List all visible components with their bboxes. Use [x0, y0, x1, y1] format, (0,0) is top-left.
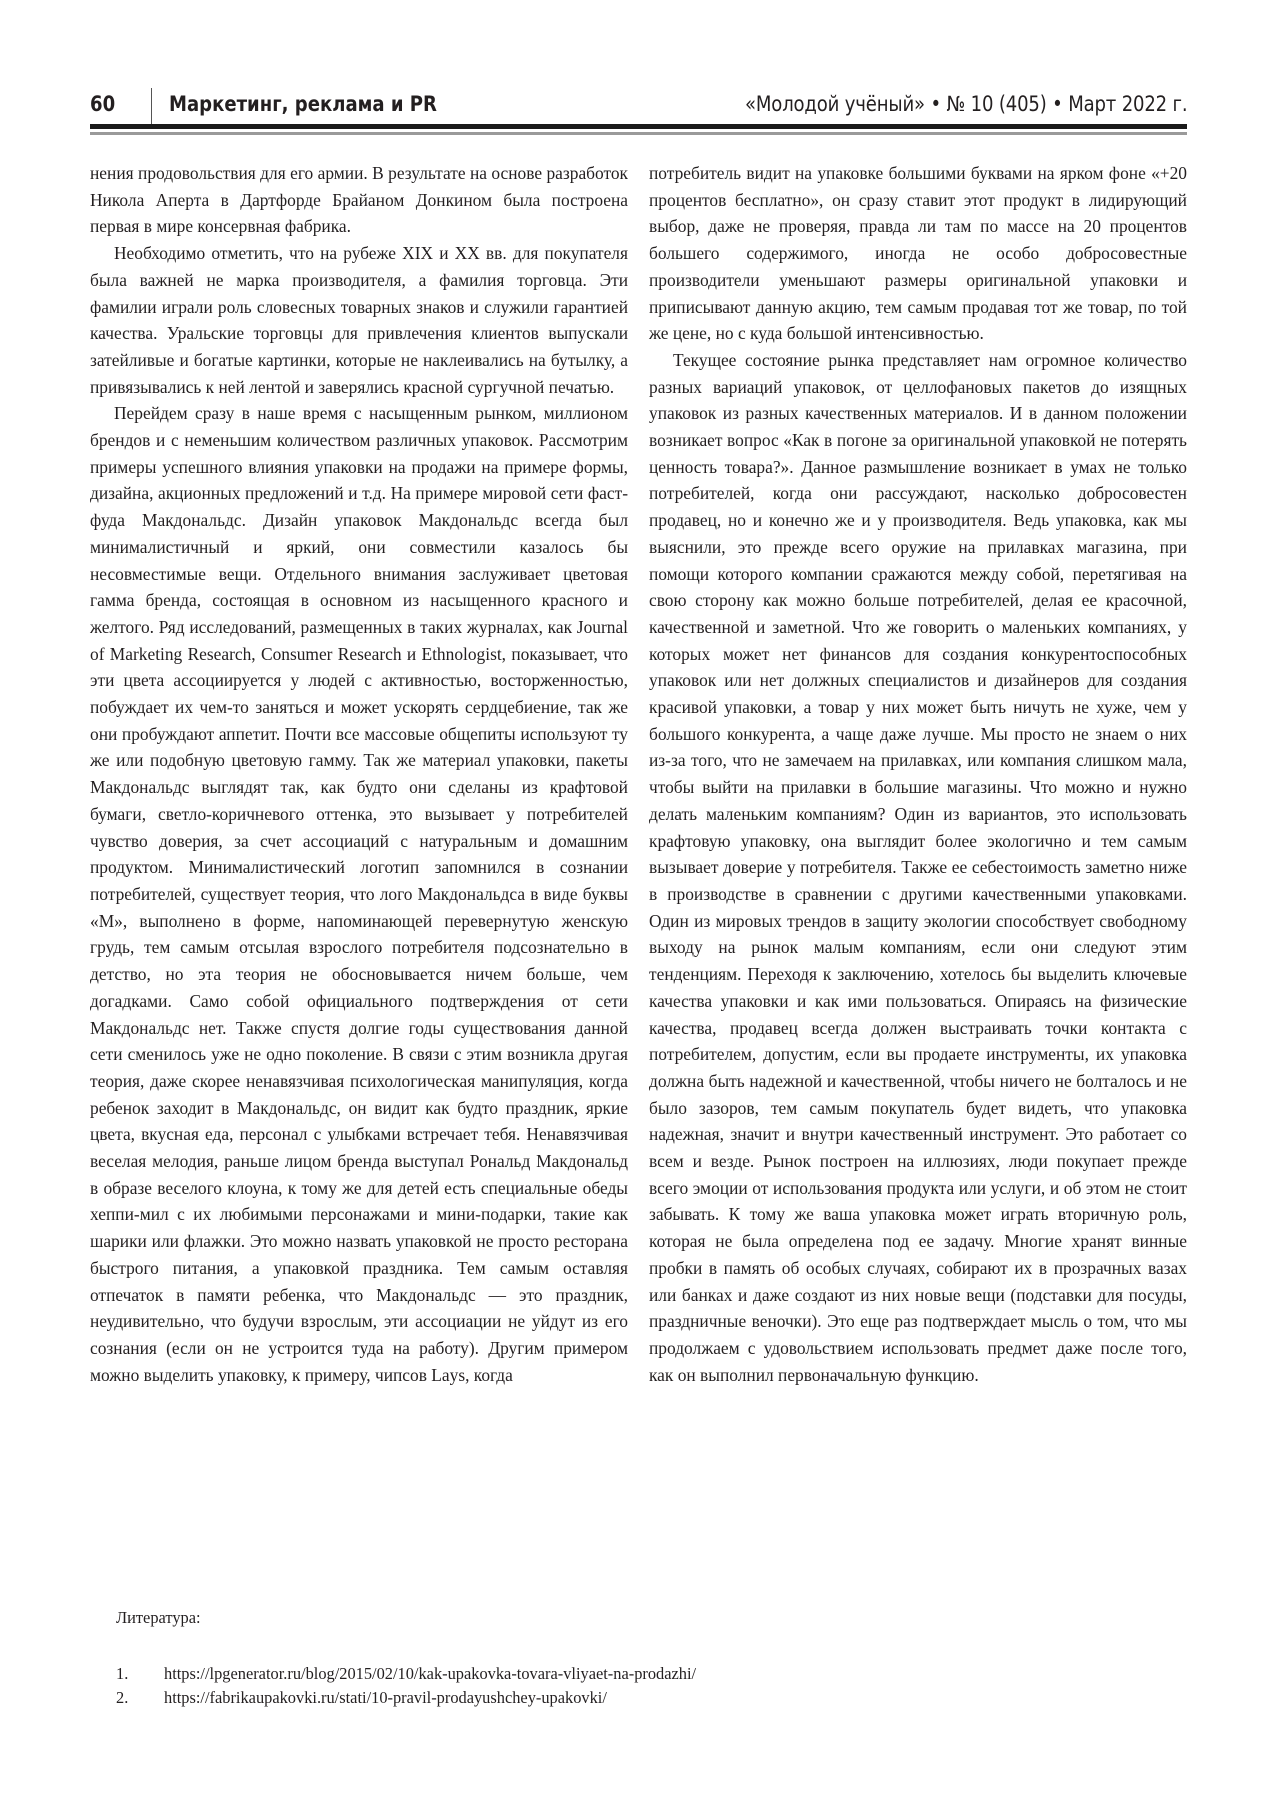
- reference-item: [116, 1662, 696, 1686]
- section-title: Маркетинг, реклама и PR: [169, 92, 437, 116]
- reference-link[interactable]: https://fabrikaupakovki.ru/stati/10-pravil-prodayushchey-upakovki/: [164, 1688, 607, 1707]
- header-separator: [151, 88, 152, 124]
- right-column: [649, 160, 1187, 1388]
- paragraph: Необходимо отметить, что на рубеже XIX и XX вв. для покупателя была важней не марка производителя, а фамилия торговца. Эти фамилии играли роль словесных товарных знаков и служили гарантией качества. Уральские торговцы для привлечения клиентов выпускали затейливые и богатые картинки, которые не наклеивались на бутылку, а привязывались к ней лентой и заверялись красной сургучной печатью.: [90, 243, 628, 397]
- running-header: [90, 84, 1187, 124]
- references: [116, 1606, 696, 1710]
- paragraph: потребитель видит на упаковке большими буквами на ярком фоне «+20 процентов бесплатно», он сразу ставит этот продукт в лидирующий выбор, даже не проверяя, правда ли там по массе на 20 процентов большего содержимого, иногда не особо добросовестные производители уменьшают размеры оригинальной упаковки и приписывают данную акцию, тем самым продавая тот же товар, по той же цене, но с куда большой интенсивностью.: [649, 163, 1187, 344]
- left-column: [90, 160, 628, 1388]
- paragraph: нения продовольствия для его армии. В результате на основе разработок Никола Аперта в Дартфорде Брайаном Донкином была построена первая в мире консервная фабрика.: [90, 163, 628, 237]
- journal-issue: «Молодой учёный» • № 10 (405) • Март 2022 г.: [744, 92, 1187, 116]
- paragraph: Перейдем сразу в наше время с насыщенным рынком, миллионом брендов и с неменьшим количеством различных упаковок. Рассмотрим примеры успешного влияния упаковки на продажи на примере формы, дизайна, акционных предложений и т.д. На примере мировой сети фаст-фуда Макдональдс. Дизайн упаковок Макдональдс всегда был минималистичный и яркий, они совместили казалось бы несовместимые вещи. Отдельного внимания заслуживает цветовая гамма бренда, состоящая в основном из насыщенного красного и желтого. Ряд исследований, размещенных в таких журналах, как Journal of Marketing Research, Consumer Research и Ethnologist, показывает, что эти цвета ассоциируется у людей с активностью, восторженностью, побуждает их чем-то заняться и может ускорять сердцебиение, так же они пробуждают аппетит. Почти все массовые общепиты используют ту же или подобную цветовую гамму. Так же материал упаковки, пакеты Макдональдс выглядят так, как будто они сделаны из крафтовой бумаги, светло-коричневого оттенка, это вызывает у потребителей чувство доверия, за счет ассоциаций с натуральным и домашним продуктом. Минималистический логотип запомнился в сознании потребителей, существует теория, что лого Макдональдса в виде буквы «М», выполнено в форме, напоминающей перевернутую женскую грудь, тем самым отсылая взрослого потребителя подсознательно в детство, но эта теория не обосновывается ничем больше, чем догадками. Само собой официального подтверждения от сети Макдональдс нет. Также спустя долгие годы существования данной сети сменилось уже не одно поколение. В связи с этим возникла другая теория, даже скорее ненавязчивая психологическая манипуляция, когда ребенок заходит в Макдональдс, он видит как будто праздник, яркие цвета, вкусная еда, персонал с улыбками встречает тебя. Ненавязчивая веселая мелодия, раньше лицом бренда выступал Рональд Макдональд в образе веселого клоуна, к тому же для детей есть специальные обеды хеппи-мил с их любимыми персонажами и мини-подарки, такие как шарики или флажки. Это можно назвать упаковкой не просто ресторана быстрого питания, а упаковкой праздника. Тем самым оставляя отпечаток в памяти ребенка, что Макдональдс — это праздник, неудивительно, что будучи взрослым, эти ассоциации не уйдут из его сознания (если он не устроится туда на работу). Другим примером можно выделить упаковку, к примеру, чипсов Lays, когда: [90, 403, 628, 1385]
- paragraph: Текущее состояние рынка представляет нам огромное количество разных вариаций упаковок, от целлофановых пакетов до изящных упаковок из разных качественных материалов. И в данном положении возникает вопрос «Как в погоне за оригинальной упаковкой не потерять ценность товара?». Данное размышление возникает в умах не только потребителей, когда они рассуждают, насколько добросовестен продавец, но и конечно же и у производителя. Ведь упаковка, как мы выяснили, это прежде всего оружие на прилавках магазина, при помощи которого компании сражаются между собой, перетягивая на свою сторону как можно больше потребителей, делая ее красочной, качественной и заметной. Что же говорить о маленьких компаниях, у которых может нет финансов для создания конкурентоспособных упаковок или нет должных специалистов и дизайнеров для создания красивой упаковки, а товар у них может быть ничуть не хуже, чем у большого конкурента, а чаще даже лучше. Мы просто не знаем о них из-за того, что не замечаем на прилавках, или компания слишком мала, чтобы выйти на прилавки в большие магазины. Что можно и нужно делать маленьким компаниям? Один из вариантов, это использовать крафтовую упаковку, она выглядит более экологично и тем самым вызывает доверие у потребителя. Также ее себестоимость заметно ниже в производстве в сравнении с другими качественными упаковками. Один из мировых трендов в защиту экологии способствует свободному выходу на рынок малым компаниям, если они следуют этим тенденциям. Переходя к заключению, хотелось бы выделить ключевые качества упаковки и как ими пользоваться. Опираясь на физические качества, продавец всегда должен выстраивать точки контакта с потребителем, допустим, если вы продаете инструменты, их упаковка должна быть надежной и качественной, чтобы ничего не болталось и не было зазоров, тем самым покупатель будет видеть, что упаковка надежная, значит и внутри качественный инструмент. Это работает со всем и везде. Рынок построен на иллюзиях, люди покупает прежде всего эмоции от использования продукта или услуги, и об этом не стоит забывать. К тому же ваша упаковка может играть вторичную роль, которая не была определена под ее задачу. Многие хранят винные пробки в память об особых случаях, собирают их в прозрачных вазах или банках и даже создают из них новые вещи (подставки для посуды, праздничные веночки). Это еще раз подтверждает мысль о том, что мы продолжаем с удовольствием использовать предмет даже после того, как он выполнил первоначальную функцию.: [649, 349, 1187, 1385]
- reference-number: 1.: [116, 1664, 129, 1683]
- reference-link[interactable]: https://lpgenerator.ru/blog/2015/02/10/kak-upakovka-tovara-vliyaet-na-prodazhi/: [164, 1664, 697, 1683]
- reference-item: [116, 1686, 696, 1710]
- reference-number: 2.: [116, 1688, 129, 1707]
- article-body: [90, 160, 1187, 1388]
- references-title: Литература:: [116, 1608, 201, 1627]
- header-rule-thin: [90, 132, 1187, 135]
- page-number: 60: [90, 92, 116, 116]
- header-rule-thick: [90, 124, 1187, 129]
